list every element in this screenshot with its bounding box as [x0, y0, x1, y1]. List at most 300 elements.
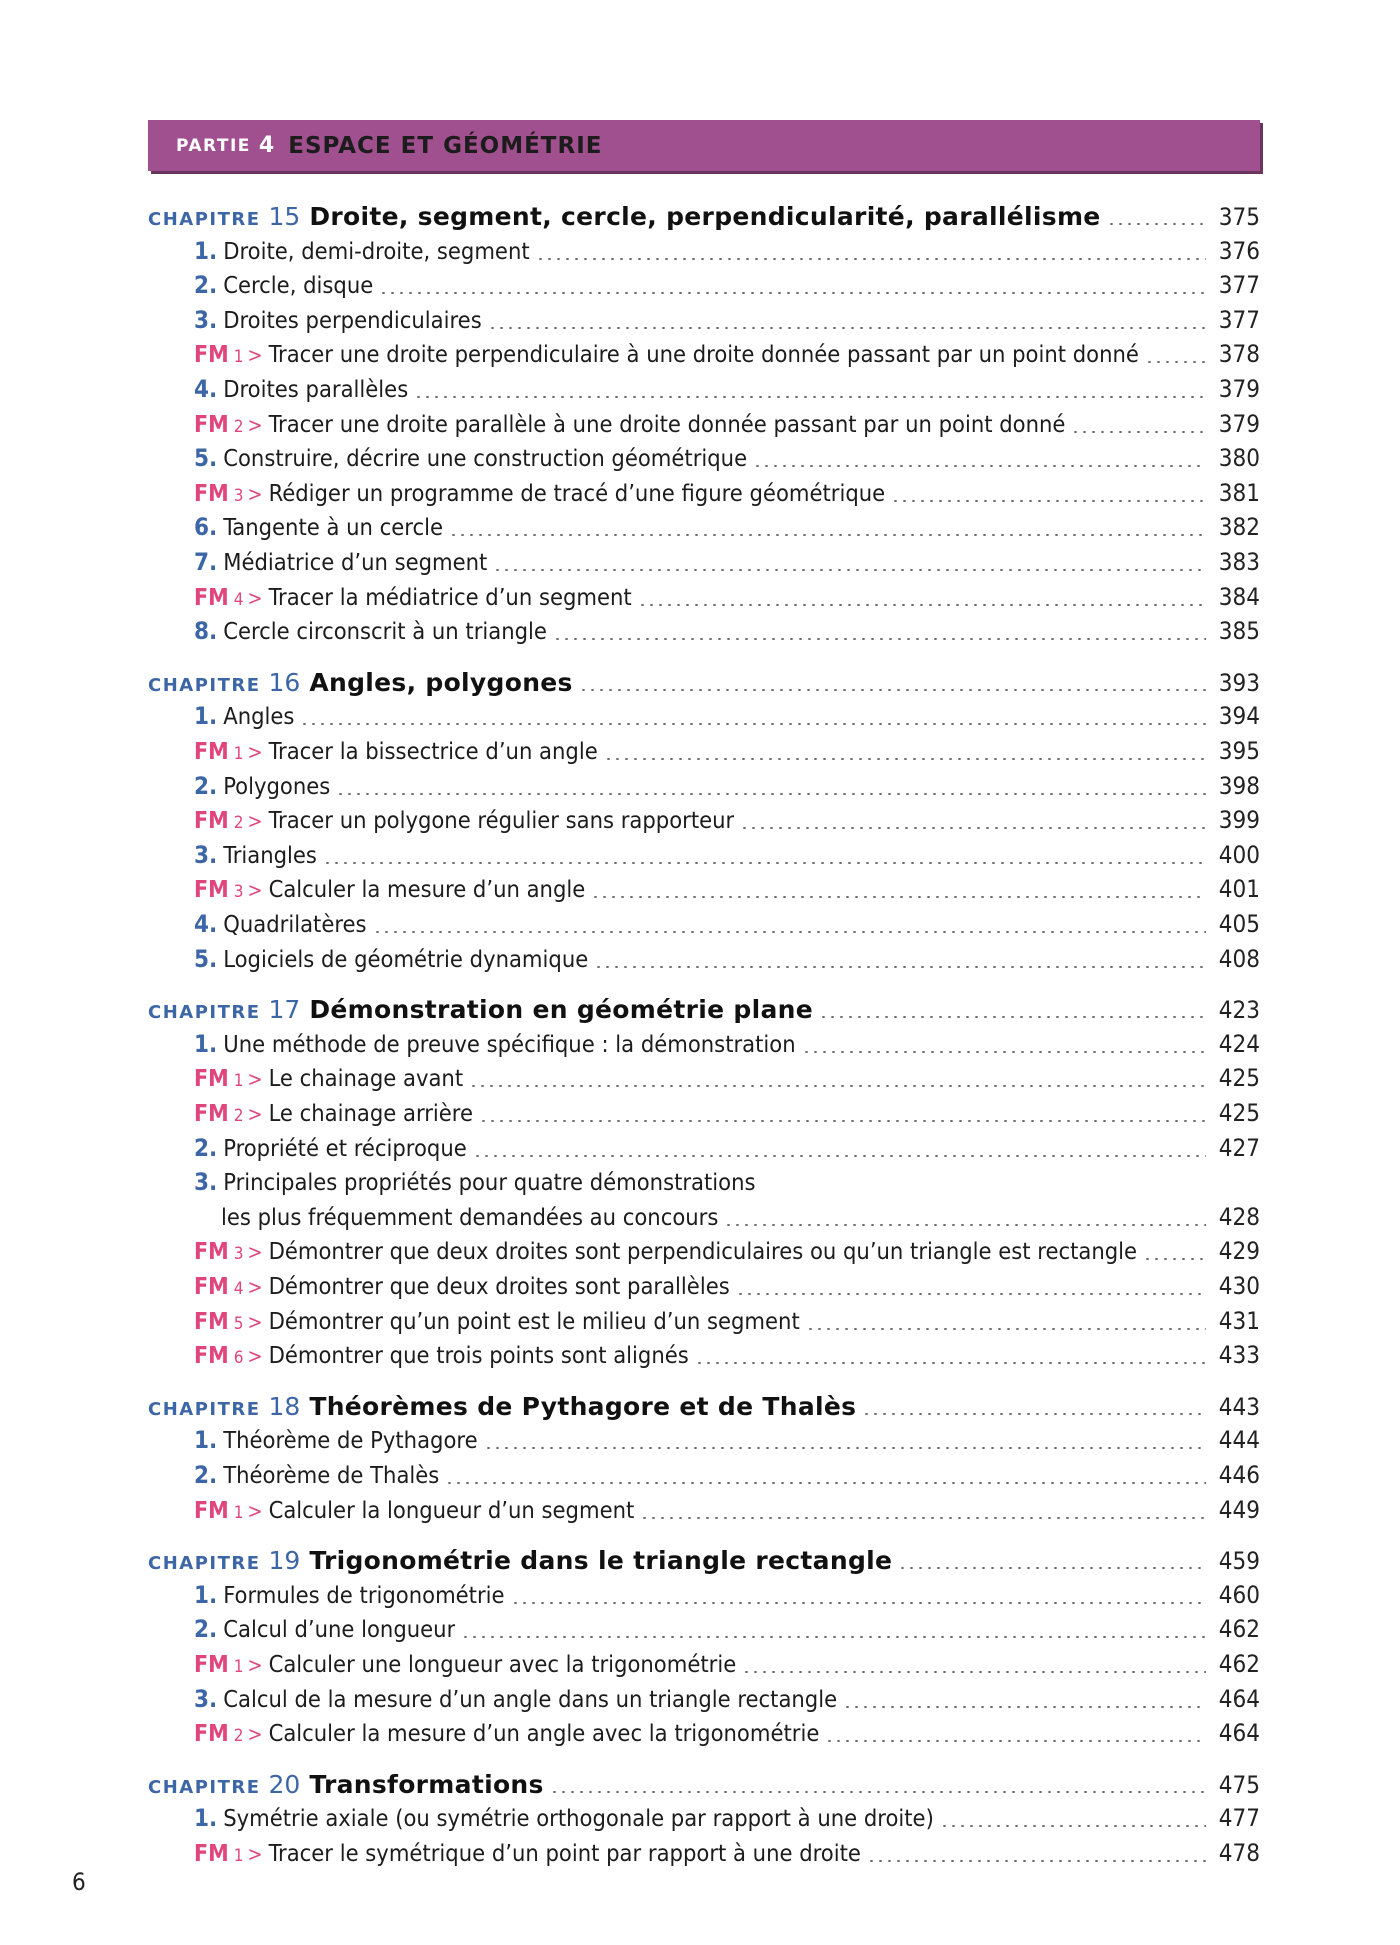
chapter-row[interactable] [148, 1546, 1260, 1578]
entry-text: Quadrilatères [223, 910, 367, 938]
fm-separator: > [247, 1842, 263, 1866]
toc-entry[interactable] [194, 340, 1260, 372]
dot-leader [867, 1860, 1206, 1862]
chapter-label: CHAPITRE [148, 674, 261, 696]
fm-label: FM [194, 1274, 229, 1300]
toc-entry[interactable] [194, 1272, 1260, 1304]
entry-text: Démontrer que trois points sont alignés [268, 1341, 689, 1370]
dot-leader [825, 1740, 1206, 1742]
page-ref: 379 [1218, 375, 1260, 403]
section-number: 2. [194, 1133, 218, 1162]
section-number: 1. [194, 236, 218, 265]
toc-entry[interactable] [194, 1341, 1260, 1373]
entry-lead [194, 1650, 736, 1678]
fm-label: FM [194, 1652, 229, 1678]
toc-entry[interactable] [194, 617, 1260, 649]
toc-entry[interactable] [194, 1099, 1260, 1131]
entry-lead [194, 1099, 473, 1127]
fm-label: FM [194, 1101, 229, 1127]
dot-leader [594, 966, 1206, 968]
dot-leader [536, 258, 1206, 260]
chapter-row[interactable] [148, 1392, 1260, 1424]
section-number: 6. [194, 513, 218, 542]
entry-text: Tangente à un cercle [223, 513, 443, 542]
entry-text: Le chainage avant [268, 1064, 464, 1093]
dot-leader [862, 1413, 1206, 1415]
toc-entry[interactable] [221, 1203, 1260, 1235]
toc-entry[interactable] [194, 306, 1260, 338]
entry-text: Cercle circonscrit à un triangle [223, 617, 547, 646]
part-number: 4 [258, 133, 275, 158]
entry-text: Symétrie axiale (ou symétrie orthogonale par rapport à une droite) [223, 1804, 934, 1833]
toc-entry[interactable] [194, 772, 1260, 804]
entry-lead [148, 995, 813, 1024]
toc-entry[interactable] [194, 875, 1260, 907]
dot-leader [511, 1602, 1206, 1604]
toc-entry[interactable] [194, 1685, 1260, 1717]
chapter-row[interactable] [148, 202, 1260, 234]
entry-lead [194, 1615, 455, 1643]
chapter-row[interactable] [148, 1770, 1260, 1802]
entry-lead [194, 306, 482, 334]
entry-text: Calculer la mesure d’un angle avec la trigonométrie [268, 1719, 820, 1748]
entry-text: Polygones [223, 771, 331, 800]
dot-leader [1071, 431, 1206, 433]
page-ref: 430 [1218, 1272, 1260, 1300]
dot-leader [724, 1224, 1206, 1226]
entry-lead [194, 1839, 861, 1867]
entry-text: Calculer une longueur avec la trigonométrie [268, 1650, 737, 1678]
page-ref: 446 [1218, 1461, 1260, 1489]
page-ref: 478 [1218, 1839, 1260, 1867]
dot-leader [473, 1155, 1206, 1157]
toc-entry[interactable] [194, 1615, 1260, 1647]
part-title: ESPACE ET GÉOMÉTRIE [288, 132, 603, 159]
fm-number: 1 [233, 1502, 244, 1523]
entry-text: Angles [223, 702, 295, 731]
page-ref: 477 [1218, 1804, 1260, 1833]
entry-text: Tracer le symétrique d’un point par rapport à une droite [268, 1839, 861, 1867]
page-ref: 394 [1218, 702, 1260, 731]
page-ref: 427 [1218, 1133, 1260, 1162]
page-ref: 377 [1218, 305, 1260, 334]
entry-lead [194, 1496, 634, 1524]
chapter-title: Démonstration en géométrie plane [309, 995, 813, 1025]
chapter-title: Trigonométrie dans le triangle rectangle [309, 1546, 893, 1576]
fm-label: FM [194, 411, 229, 438]
section-number: 3. [194, 1168, 218, 1197]
fm-label: FM [194, 1721, 229, 1748]
dot-leader [806, 1328, 1206, 1330]
fm-label: FM [194, 1308, 229, 1335]
section-number: 3. [194, 305, 218, 334]
dot-leader [550, 1791, 1206, 1793]
fm-separator: > [247, 1344, 263, 1369]
chapter-title: Théorèmes de Pythagore et de Thalès [309, 1391, 857, 1421]
fm-separator: > [247, 1653, 263, 1677]
entry-lead [194, 1341, 689, 1369]
page-ref: 379 [1218, 409, 1260, 438]
entry-text: Médiatrice d’un segment [223, 548, 488, 576]
entry-text: Démontrer que deux droites sont perpendiculaires ou qu’un triangle est rectangle [268, 1237, 1138, 1266]
entry-lead [194, 1030, 796, 1058]
page-ref: 424 [1218, 1029, 1260, 1058]
fm-number: 5 [233, 1313, 244, 1334]
dot-leader [461, 1636, 1206, 1638]
section-number: 2. [194, 1461, 218, 1489]
entry-lead [148, 1392, 856, 1421]
page-ref: 377 [1218, 271, 1260, 300]
fm-label: FM [194, 1497, 229, 1524]
page-ref: 381 [1218, 478, 1260, 507]
entry-lead [194, 479, 885, 507]
fm-label: FM [194, 1343, 229, 1370]
entry-lead [148, 1546, 892, 1575]
section-number: 2. [194, 771, 218, 800]
fm-separator: > [247, 1498, 263, 1523]
fm-number: 1 [233, 1657, 244, 1677]
part-label: PARTIE [176, 135, 251, 156]
page-ref: 433 [1218, 1341, 1260, 1370]
page-ref: 459 [1218, 1547, 1260, 1576]
fm-separator: > [247, 585, 263, 610]
page-ref: 401 [1218, 875, 1260, 904]
entry-lead [148, 668, 573, 697]
section-number: 1. [194, 1426, 218, 1455]
entry-text: Théorème de Pythagore [223, 1426, 478, 1455]
fm-number: 1 [233, 347, 244, 368]
dot-leader [323, 862, 1206, 864]
dot-leader [891, 500, 1206, 502]
section-number: 4. [194, 375, 218, 403]
toc-entry[interactable] [194, 513, 1260, 545]
fm-separator: > [247, 1309, 263, 1334]
fm-separator: > [247, 1722, 263, 1747]
entry-text: Construire, décrire une construction géométrique [223, 444, 748, 473]
dot-leader [940, 1825, 1206, 1827]
entry-lead [221, 1203, 718, 1231]
entry-lead [194, 1461, 439, 1489]
dot-leader [1145, 361, 1206, 363]
entry-lead [194, 1685, 837, 1713]
entry-text: Calcul de la mesure d’un angle dans un triangle rectangle [223, 1684, 838, 1713]
fm-number: 3 [233, 485, 244, 506]
entry-text: Formules de trigonométrie [223, 1580, 505, 1609]
toc-entry[interactable] [194, 444, 1260, 476]
entry-text: Calculer la longueur d’un segment [268, 1495, 635, 1524]
dot-leader [300, 723, 1206, 725]
chapter-row[interactable] [148, 995, 1260, 1027]
page-ref: 384 [1218, 582, 1260, 611]
entry-text: Propriété et réciproque [223, 1133, 467, 1162]
entry-lead [194, 617, 547, 645]
page-ref: 443 [1218, 1392, 1260, 1421]
page-ref: 380 [1218, 444, 1260, 473]
section-number: 2. [194, 271, 218, 300]
toc-entry[interactable] [194, 1134, 1260, 1166]
entry-lead [194, 910, 367, 938]
dot-leader [553, 638, 1206, 640]
entry-lead [194, 841, 317, 869]
chapter-label: CHAPITRE [148, 1776, 261, 1798]
fm-separator: > [247, 481, 263, 506]
page-ref: 444 [1218, 1426, 1260, 1455]
toc-entry[interactable] [194, 271, 1260, 303]
toc-entry[interactable] [194, 1237, 1260, 1269]
toc-entry[interactable] [194, 548, 1260, 580]
entry-lead [148, 1770, 544, 1799]
page-ref: 393 [1218, 668, 1260, 697]
entry-text: Droites perpendiculaires [223, 305, 482, 334]
entry-lead [194, 1581, 505, 1609]
page-ref: 383 [1218, 548, 1260, 576]
section-number: 7. [194, 548, 218, 576]
dot-leader [469, 1085, 1206, 1087]
dot-leader [479, 1120, 1206, 1122]
dot-leader [379, 292, 1206, 294]
entry-lead [194, 772, 330, 800]
entry-lead [194, 1237, 1137, 1265]
toc-entry[interactable] [194, 1461, 1260, 1493]
section-number: 1. [194, 1804, 218, 1833]
fm-number: 2 [233, 813, 244, 834]
toc-entry[interactable] [194, 1719, 1260, 1751]
chapter-label: CHAPITRE [148, 1553, 261, 1575]
toc-entry[interactable] [194, 1426, 1260, 1458]
dot-leader [843, 1706, 1206, 1708]
entry-lead [194, 945, 588, 973]
page-ref: 429 [1218, 1237, 1260, 1266]
toc-entry[interactable] [194, 1804, 1260, 1836]
dot-leader [1107, 223, 1206, 225]
entry-text: Triangles [223, 840, 317, 869]
page-ref: 425 [1218, 1064, 1260, 1093]
entry-lead [194, 271, 373, 299]
entry-text: Droites parallèles [223, 375, 409, 403]
dot-leader [488, 327, 1206, 329]
dot-leader [753, 465, 1206, 467]
dot-leader [449, 534, 1206, 536]
chapter-number: 17 [268, 995, 301, 1025]
page-ref: 449 [1218, 1495, 1260, 1524]
dot-leader [484, 1447, 1206, 1449]
dot-leader [819, 1016, 1206, 1018]
chapter-title: Transformations [309, 1769, 544, 1799]
toc-entry[interactable] [194, 479, 1260, 511]
entry-lead [194, 875, 585, 903]
page-ref: 376 [1218, 236, 1260, 265]
entry-lead [148, 202, 1101, 231]
toc-entry[interactable] [194, 806, 1260, 838]
entry-text: Tracer un polygone régulier sans rapporteur [268, 806, 735, 835]
entry-text: Logiciels de géométrie dynamique [223, 944, 589, 973]
section-number: 3. [194, 840, 218, 869]
fm-separator: > [247, 1240, 263, 1265]
fm-label: FM [194, 877, 229, 904]
chapter-label: CHAPITRE [148, 1002, 261, 1024]
entry-lead [194, 375, 408, 403]
toc-entry[interactable] [194, 1064, 1260, 1096]
toc-entry[interactable] [194, 702, 1260, 734]
fm-separator: > [247, 878, 263, 903]
dot-leader [445, 1482, 1206, 1484]
page-ref: 464 [1218, 1719, 1260, 1748]
section-number: 4. [194, 910, 218, 938]
page-ref: 431 [1218, 1306, 1260, 1335]
entry-lead [194, 1272, 730, 1300]
entry-text: Tracer une droite parallèle à une droite donnée passant par un point donné [268, 409, 1066, 438]
page-ref: 399 [1218, 806, 1260, 835]
toc-entry[interactable] [194, 410, 1260, 442]
page-ref: 462 [1218, 1650, 1260, 1678]
entry-text: Droite, demi-droite, segment [223, 236, 530, 265]
section-number: 3. [194, 1684, 218, 1713]
entry-lead [194, 806, 734, 834]
entry-text: Calcul d’une longueur [223, 1615, 456, 1644]
entry-text-continued: les plus fréquemment demandées au concours [221, 1202, 719, 1231]
entry-text: Rédiger un programme de tracé d’une figure géométrique [268, 478, 886, 507]
fm-label: FM [194, 1066, 229, 1093]
page-number: 6 [72, 1868, 86, 1896]
fm-number: 3 [233, 882, 244, 903]
entry-lead [194, 1804, 934, 1832]
page-ref: 462 [1218, 1615, 1260, 1644]
toc-entry[interactable] [194, 1581, 1260, 1613]
entry-text: Tracer la médiatrice d’un segment [268, 582, 632, 611]
toc-entry[interactable] [194, 1496, 1260, 1528]
toc-entry[interactable] [194, 1030, 1260, 1062]
entry-lead [194, 1307, 800, 1335]
dot-leader [695, 1362, 1206, 1364]
entry-text: Principales propriétés pour quatre démonstrations [223, 1168, 756, 1197]
entry-lead [194, 340, 1139, 368]
entry-lead [194, 1064, 463, 1092]
entry-text: Théorème de Thalès [223, 1461, 440, 1489]
chapter-number: 15 [268, 202, 301, 231]
fm-number: 1 [233, 744, 244, 764]
chapter-label: CHAPITRE [148, 209, 261, 230]
toc-entry[interactable] [194, 1307, 1260, 1339]
dot-leader [604, 758, 1206, 760]
page-ref: 408 [1218, 944, 1260, 973]
page-ref: 400 [1218, 840, 1260, 869]
dot-leader [591, 896, 1206, 898]
toc-entry[interactable] [194, 910, 1260, 942]
page-ref: 460 [1218, 1580, 1260, 1609]
page-ref: 423 [1218, 996, 1260, 1025]
dot-leader [414, 396, 1206, 398]
entry-text: Démontrer que deux droites sont parallèles [268, 1272, 730, 1300]
fm-separator: > [247, 1102, 263, 1126]
section-number: 5. [194, 944, 218, 973]
dot-leader [1143, 1258, 1206, 1260]
entry-lead [194, 237, 530, 265]
page-ref: 405 [1218, 910, 1260, 938]
page-ref: 425 [1218, 1099, 1260, 1127]
section-number: 2. [194, 1615, 218, 1644]
toc-entry[interactable] [194, 737, 1260, 769]
toc-entry[interactable] [194, 237, 1260, 269]
entry-lead [194, 1426, 478, 1454]
toc-entry[interactable] [194, 1839, 1260, 1871]
fm-label: FM [194, 480, 229, 507]
fm-label: FM [194, 342, 229, 369]
chapter-number: 19 [268, 1546, 301, 1576]
section-number: 8. [194, 617, 218, 646]
page-ref: 382 [1218, 513, 1260, 542]
chapter-number: 20 [268, 1769, 301, 1799]
section-number: 1. [194, 702, 218, 731]
toc-entry[interactable] [194, 1650, 1260, 1682]
chapter-label: CHAPITRE [148, 1398, 261, 1420]
dot-leader [373, 931, 1206, 933]
fm-separator: > [247, 1067, 263, 1092]
entry-lead [194, 513, 443, 541]
page-ref: 378 [1218, 340, 1260, 369]
fm-separator: > [247, 343, 263, 368]
entry-text: Démontrer qu’un point est le milieu d’un segment [268, 1306, 800, 1335]
fm-number: 2 [233, 416, 244, 437]
fm-number: 2 [233, 1726, 244, 1747]
toc-entry[interactable] [194, 375, 1260, 407]
entry-lead [194, 1134, 467, 1162]
page-ref: 395 [1218, 737, 1260, 765]
dot-leader [740, 827, 1206, 829]
toc-entry[interactable] [194, 1168, 1260, 1200]
fm-label: FM [194, 1239, 229, 1266]
dot-leader [640, 1517, 1206, 1519]
fm-label: FM [194, 739, 229, 765]
page-ref: 428 [1218, 1202, 1260, 1231]
toc-entry[interactable] [194, 841, 1260, 873]
chapter-title: Angles, polygones [309, 667, 573, 697]
entry-text: Calculer la mesure d’un angle [268, 875, 586, 904]
fm-label: FM [194, 584, 229, 611]
chapter-row[interactable] [148, 668, 1260, 700]
fm-label: FM [194, 808, 229, 835]
entry-text: Tracer la bissectrice d’un angle [268, 737, 598, 765]
chapter-number: 16 [268, 667, 301, 697]
fm-number: 6 [233, 1348, 244, 1369]
entry-lead [194, 1719, 819, 1747]
fm-number: 3 [233, 1244, 244, 1265]
entry-lead [194, 1168, 756, 1196]
fm-number: 1 [233, 1846, 244, 1866]
part-banner [148, 120, 1260, 171]
dot-leader [736, 1293, 1206, 1295]
section-number: 1. [194, 1029, 218, 1058]
dot-leader [493, 569, 1206, 571]
section-number: 1. [194, 1580, 218, 1609]
entry-text: Le chainage arrière [268, 1099, 473, 1127]
chapter-number: 18 [268, 1391, 301, 1421]
fm-number: 2 [233, 1106, 244, 1126]
entry-lead [194, 444, 747, 472]
fm-separator: > [247, 1275, 263, 1299]
toc-entry[interactable] [194, 945, 1260, 977]
fm-separator: > [247, 412, 263, 437]
page-ref: 464 [1218, 1684, 1260, 1713]
dot-leader [898, 1567, 1206, 1569]
entry-lead [194, 737, 598, 765]
entry-text: Tracer une droite perpendiculaire à une droite donnée passant par un point donné [268, 340, 1139, 369]
page-ref: 375 [1218, 203, 1260, 231]
entry-lead [194, 548, 487, 576]
dot-leader [742, 1671, 1206, 1673]
page-ref: 475 [1218, 1770, 1260, 1799]
entry-text: Une méthode de preuve spécifique : la démonstration [223, 1029, 796, 1058]
toc-entry[interactable] [194, 583, 1260, 615]
